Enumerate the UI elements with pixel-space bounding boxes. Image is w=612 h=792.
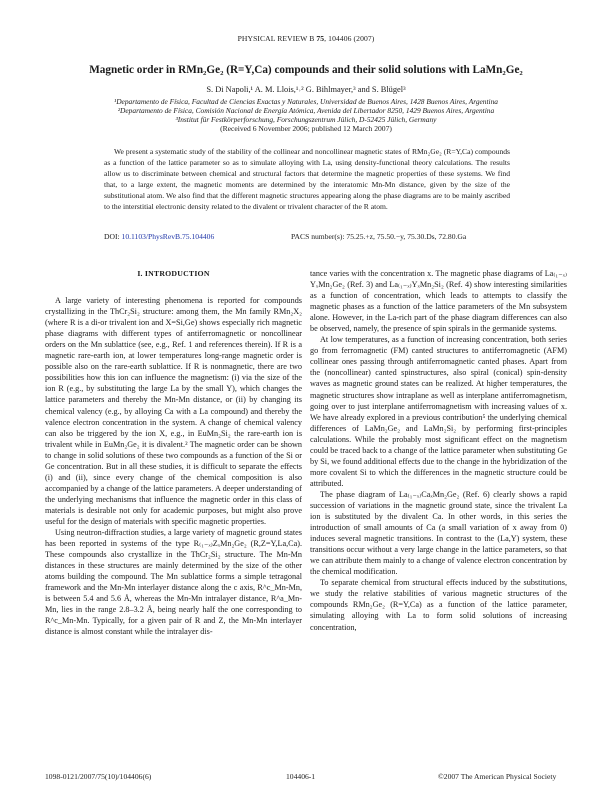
abstract: We present a systematic study of the stability of the collinear and noncollinear magnetic states of RMn₂Ge₂ (R=Y,Ca) compounds as a function of the lattice parameter so as to simulate alloying with La, using density-functional theory calculations. The results allow us to discriminate between chemical and structural factors that determine the magnetic properties of these systems. We find that, to a large extent, the magnetic moments are determined by the interatomic Mn-Mn distance, given by the size of the substitutional atom. We also find that the different magnetic structures appearing along the phase diagrams are to be mainly ascribed to the interstitial electronic density related to the divalent or trivalent character of the R atom. — [104, 147, 510, 212]
left-column — [45, 268, 302, 638]
pacs-numbers: PACS number(s): 75.25.+z, 75.50.−y, 75.30.Ds, 72.80.Ga — [291, 232, 467, 241]
footer-page-number: 104406-1 — [286, 772, 316, 781]
journal-name: PHYSICAL REVIEW B — [237, 34, 315, 43]
paragraph: To separate chemical from structural effects induced by the substitutions, we study the relative stabilities of various magnetic structures of the compounds RMn₂Ge₂ (R=Y,Ca) as a function of the lattice parameter, simulating alloying with La to form solid solutions of increasing concentration, — [310, 578, 567, 632]
affiliation-1: ¹Departamento de Física, Facultad de Ciencias Exactas y Naturales, Universidad de Buenos Aires, 1428 Buenos Aires, Argentina — [113, 97, 498, 106]
doi-link[interactable]: 10.1103/PhysRevB.75.104406 — [121, 232, 215, 241]
affiliation-2: ²Departamento de Física, Comisión Nacional de Energía Atómica, Avenida del Libertador 8250, 1429 Buenos Aires, Argentina — [117, 106, 495, 115]
volume: 75 — [316, 34, 325, 43]
doi-label: DOI: — [104, 232, 122, 241]
article-info: , 104406 (2007) — [324, 34, 375, 43]
received-date: (Received 6 November 2006; published 12 March 2007) — [220, 124, 392, 133]
paragraph: At low temperatures, as a function of increasing concentration, both series go from ferromagnetic (FM) canted structures to antiferromagnetic (AFM) collinear ones passing through antiferromagnetic canted phases. Apart from the (noncollinear) canted spinstructures, also spiral (conical) spin-density waves as magnetic ground states can be realized. At higher temperatures, the magnetic structures show intraplane as well as interplane antiferromagnetism, going over to just interplane antiferromagnetism with increasing values of x. We have already explored in a previous contribution⁵ the underlying chemical differences of LaMn₂Ge₂ and LaMn₂Si₂ by performing first-principles calculations. While the probably most significant effect on the magnetism could be traced back to a change of the lattice parameter when substituting Ge by Si, we found additional effects due to the change in the hybridization of the more covalent Si to which the differences in the magnetic structure could be attributed. — [310, 335, 568, 488]
running-head — [0, 34, 612, 43]
paper-title: Magnetic order in RMn₂Ge₂ (R=Y,Ca) compounds and their solid solutions with LaMn₂Ge₂ — [89, 64, 523, 76]
paragraph: tance varies with the concentration x. The magnetic phase diagrams of La₍₁₋ₓ₎YₓMn₂Ge₂ (Ref. 3) and La₍₁₋ₓ₎YₓMn₂Si₂ (Ref. 4) show interesting similarities as a function of concentration, which leads to attempts to classify the magnetic phases as a function of the lattice parameters of the Mn subsystem alone. However, in the La-rich part of the phase diagram differences can also be observed, namely, the presence of spin spirals in the germanide systems. — [310, 269, 567, 334]
section-heading: I. INTRODUCTION — [137, 269, 210, 278]
doi — [104, 232, 214, 241]
footer-copyright: ©2007 The American Physical Society — [438, 772, 557, 781]
paragraph: A large variety of interesting phenomena is reported for compounds crystallizing in the ThCr₂Si₂ structure: among them, the Mn family RMn₂X₂ (where R is a di-or trivalent ion and X=Si,Ge) shows especially rich magnetic phase diagrams with different types of antiferromagnetic or noncollinear orders on the Mn sublattice (see, e.g., Ref. 1 and references therein). If R is a magnetic rare-earth ion, at lower temperatures long-range magnetic order is possible also on the rare-earth sublattice. If R is nonmagnetic, there are two possibilities how this ion can influence the magnetism: (i) via the size of the ion R (e.g., by substituting the large La by the small Y), which changes the lattice parameters and thereby the Mn-Mn distance, or (ii) by changing its chemical valency (e.g., by alloying Ca with a La compound) and thereby the valence electron concentration in the system. A change of chemical valency can also be triggered by the ion X, e.g., in EuMn₂Si₂ the rare-earth ion is trivalent while in EuMn₂Ge₂ it is divalent.² The magnetic order can be shown to change in solid solutions of these two compounds as a function of the Si or Ge concentration. But in all these studies, it is difficult to separate the effects (i) and (ii), since every change of the chemical composition is also accompanied by a change of the lattice parameters. A deeper understanding of the underlying mechanisms that influence the magnetic order in this class of materials is desirable not only for academic purposes, but might also prove useful for the design of materials with specific magnetic properties. — [45, 296, 302, 526]
right-column — [310, 268, 567, 633]
paragraph: Using neutron-diffraction studies, a large variety of magnetic ground states has been reported in systems of the type R₍₁₋ₓ₎ZₓMn₂Ge₂ (R,Z=Y,La,Ca). These compounds also crystallize in the ThCr₂Si₂ structure. The Mn-Mn distances in these structures are mainly determined by the size of the other atoms building the compound. The Mn sublattice forms a simple tetragonal framework and the Mn-Mn interlayer distance along the c axis, R^c_Mn-Mn, is between 5.4 and 5.6 Å, whereas the Mn-Mn intralayer distance, R^a_Mn-Mn, lies in the range 2.8–3.2 Å, being nearly half the one corresponding to R^c_Mn-Mn. Typically, for a given pair of R and Z, the Mn-Mn interlayer distance is almost constant while the intralayer dis- — [45, 528, 302, 637]
paragraph: The phase diagram of La₍₁₋ₓ₎CaₓMn₂Ge₂ (Ref. 6) clearly shows a rapid succession of variations in the magnetic ground state, since the trivalent La ion is substituted by the divalent Ca. In other words, in this series the introduction of small amounts of Ca (a small variation of x away from 0) induces several magnetic transitions. In contrast to the (La,Y) system, these transitions occur without a very large change in the lattice parameters, so that we can attribute them mainly to a change of valence electron concentration by the chemical modification. — [310, 489, 567, 577]
authors: S. Di Napoli,¹ A. M. Llois,¹˒² G. Bihlmayer,³ and S. Blügel³ — [206, 85, 406, 94]
footer-issn: 1098-0121/2007/75(10)/104406(6) — [45, 772, 152, 781]
affiliation-3: ³Institut für Festkörperforschung, Forschungszentrum Jülich, D-52425 Jülich, Germany — [175, 115, 437, 124]
